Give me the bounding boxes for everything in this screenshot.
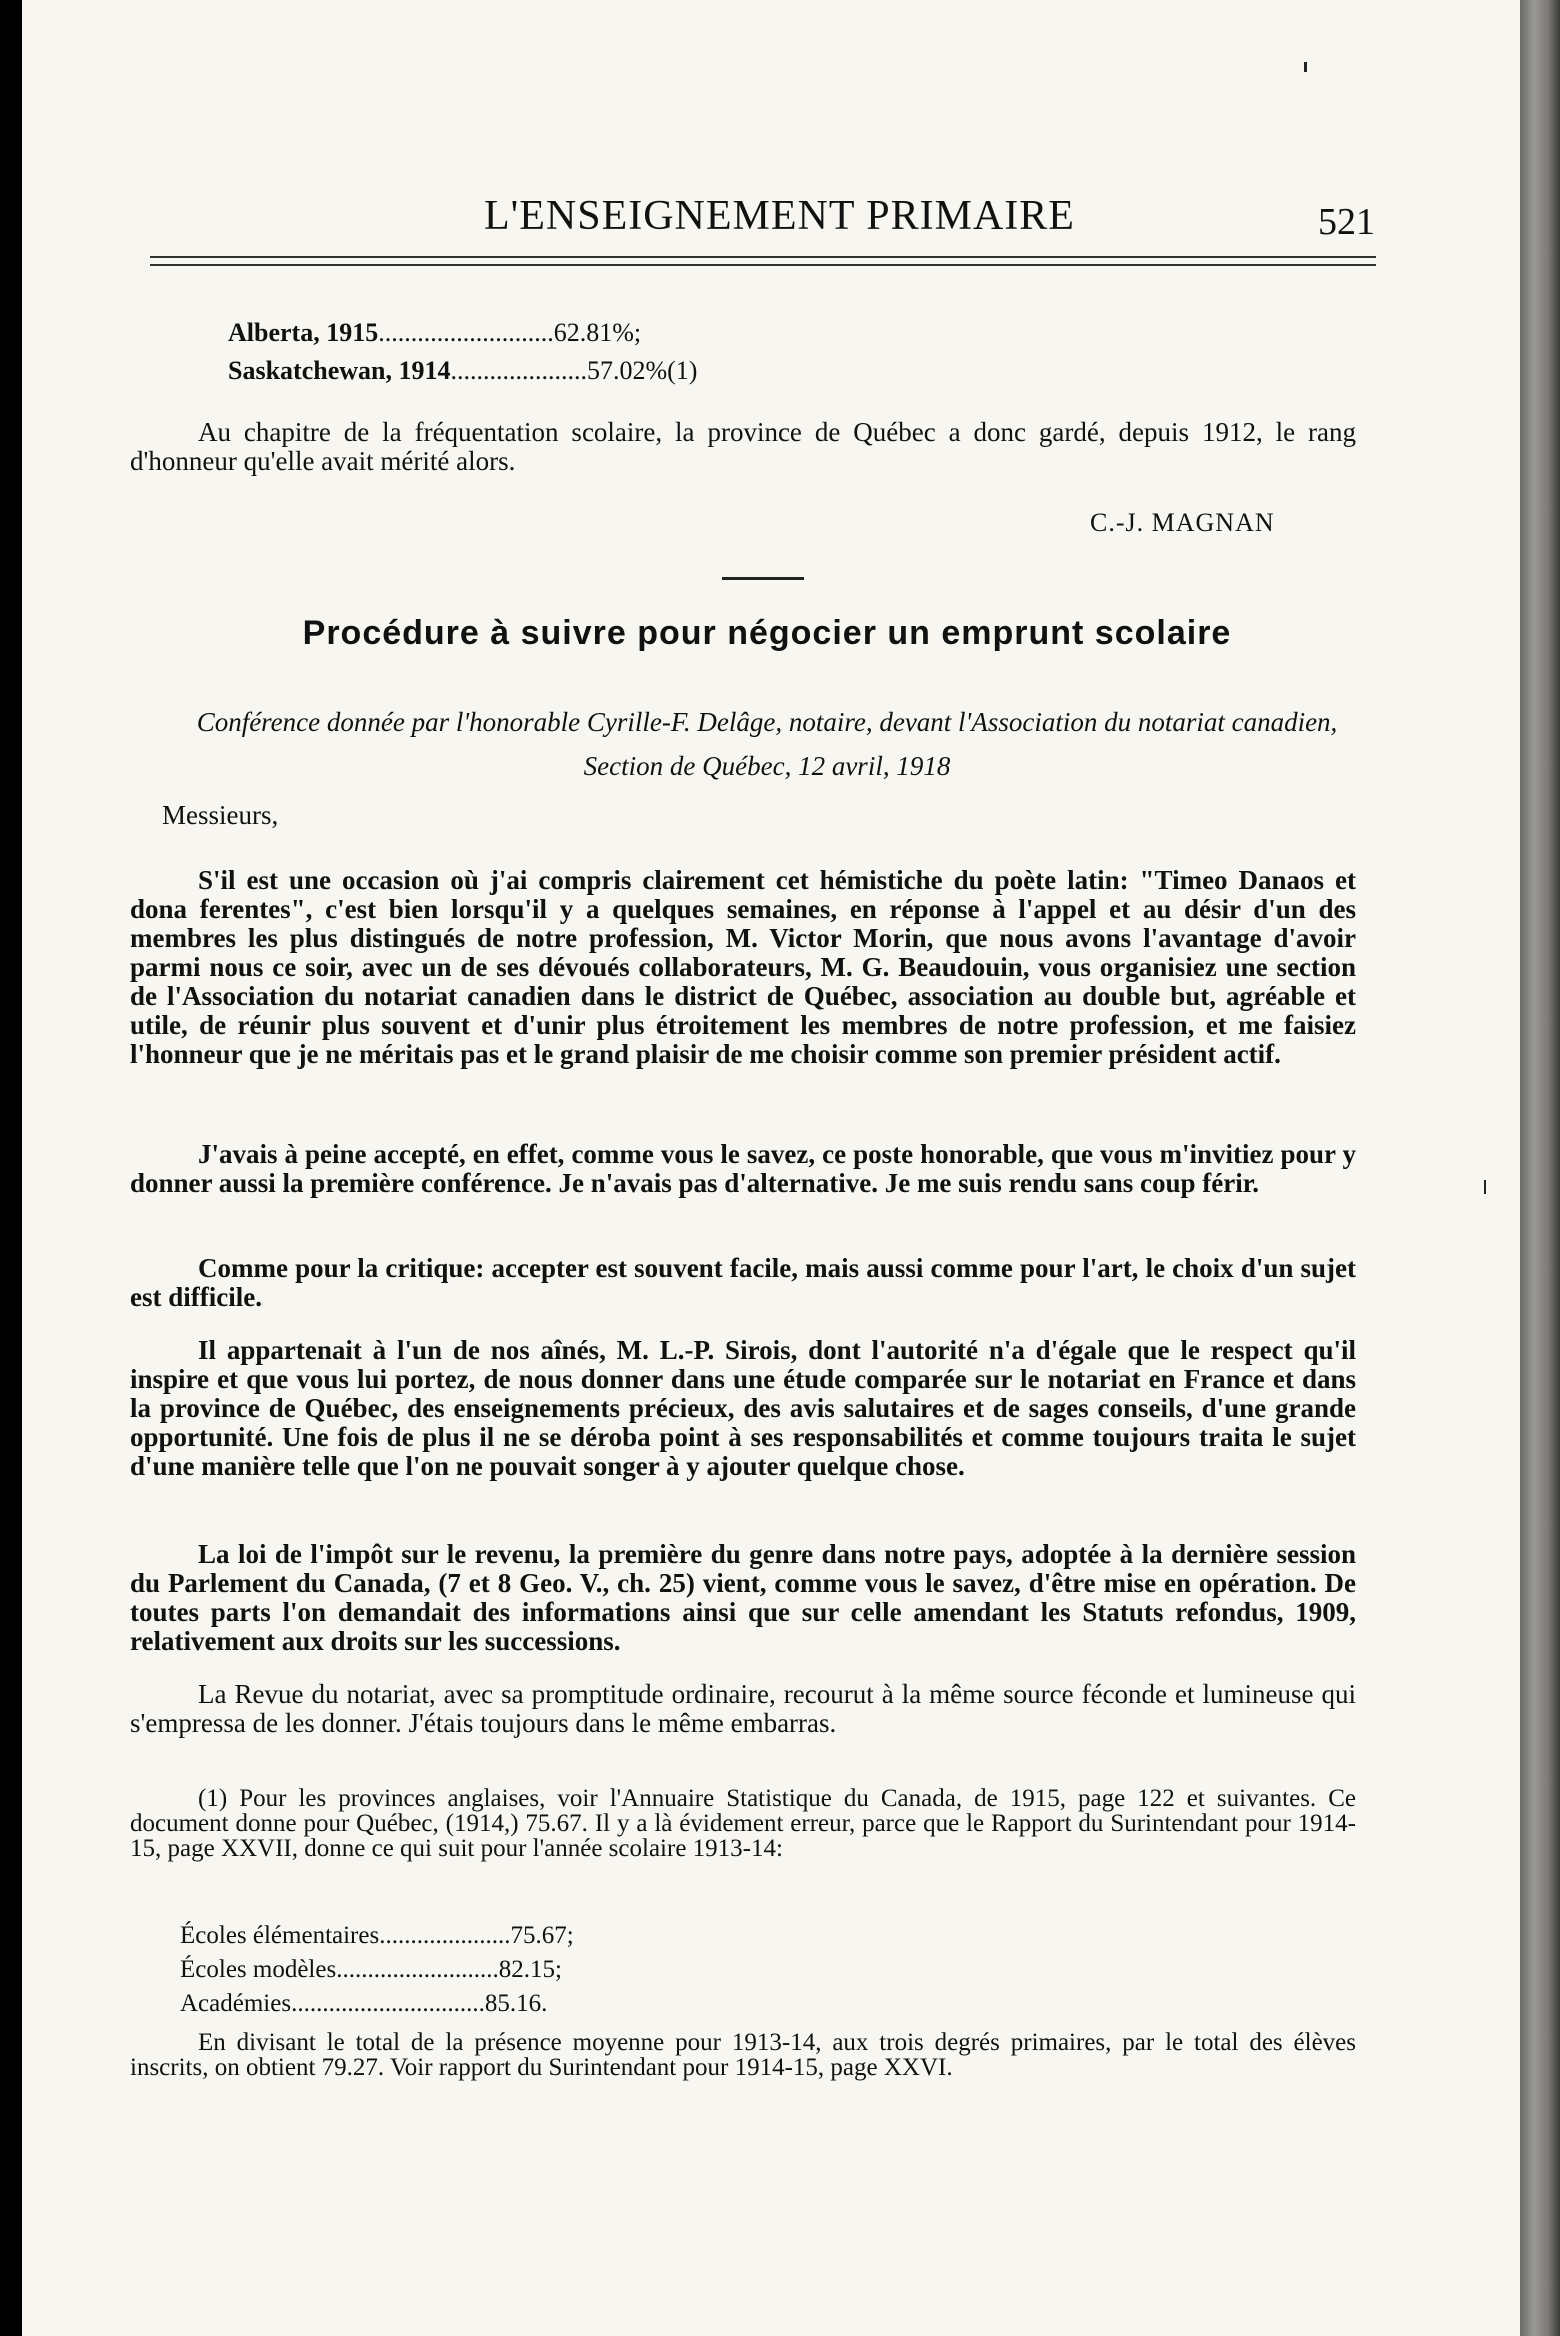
footnote-item-label: Académies [180, 1990, 292, 2017]
section-subtitle [152, 700, 1382, 788]
body-paragraph: La Revue du notariat, avec sa promptitude ordinaire, recourut à la même source féconde et lumineuse qui s'empressa de les donner. J'étais toujours dans le même embarras. [130, 1679, 1356, 1738]
footnote-item-label: Écoles élémentaires [180, 1922, 380, 1949]
footnote-closing: En divisant le total de la présence moyenne pour 1913-14, aux trois degrés primaires, par le total des élèves inscrits, on obtient 79.27. Voir rapport du Surintendant pour 1914-15, page XXVI. [130, 2029, 1356, 2081]
footnote-list-item [180, 1990, 547, 2018]
running-header-title: L'ENSEIGNEMENT PRIMAIRE [484, 193, 1075, 239]
body-paragraph: Comme pour la critique: accepter est souvent facile, mais aussi comme pour l'art, le choix d'un sujet est difficile. [130, 1253, 1356, 1312]
footnote-item-label: Écoles modèles [180, 1956, 337, 1983]
page-number: 521 [1318, 201, 1375, 243]
body-paragraph: S'il est une occasion où j'ai compris clairement cet hémistiche du poète latin: "Timeo Danaos et dona ferentes", c'est bien lorsqu'il y a quelques semaines, en réponse à l'appel et au désir d'un des membres les plus distingués de notre profession, M. Victor Morin, que nous avons l'avantage d'avoir parmi nous ce soir, avec un de ses dévoués collaborateurs, M. G. Beaudouin, vous organisiez une section de l'Association du notariat canadien dans le district de Québec, association au double but, agréable et utile, de réunir plus souvent et d'unir plus étroitement les membres de notre profession, et me faisiez l'honneur que je ne méritais pas et le grand plaisir de me choisir comme son premier président actif. [130, 865, 1356, 1069]
header-rule-top [150, 256, 1376, 258]
body-paragraph: La loi de l'impôt sur le revenu, la première du genre dans notre pays, adoptée à la dernière session du Parlement du Canada, (7 et 8 Geo. V., ch. 25) vient, comme vous le savez, d'être mise en opération. De toutes parts l'on demandait des informations ainsi que sur celle amendant les Statuts refondus, 1909, relativement aux droits sur les successions. [130, 1539, 1356, 1656]
section-title: Procédure à suivre pour négocier un emprunt scolaire [302, 614, 1232, 652]
footnote-leader-dots: ..................... [379, 1922, 511, 1949]
stat-leader-dots: ........................... [378, 318, 554, 347]
section-divider [722, 577, 804, 580]
stat-value: 62.81%; [553, 318, 642, 347]
scan-speck [1484, 1180, 1486, 1194]
footnote-text: (1) Pour les provinces anglaises, voir l'Annuaire Statistique du Canada, de 1915, page 122 et suivantes. Ce document donne pour Québec, (1914,) 75.67. Il y a là évidement erreur, parce que le Rapport du Surintendant pour 1914-15, page XXVII, donne ce qui suit pour l'année scolaire 1913-14: [130, 1785, 1356, 1862]
footnote-list-item [180, 1922, 574, 1950]
stat-label: Alberta, 1915 [228, 318, 379, 347]
scan-speck [1304, 62, 1307, 72]
footnote-leader-dots: ............................... [291, 1990, 485, 2017]
salutation: Messieurs, [162, 800, 279, 830]
footnote-leader-dots: .......................... [336, 1956, 499, 1983]
stat-leader-dots: ..................... [450, 356, 587, 385]
header-rule-bottom [150, 264, 1376, 266]
footnote-item-value: 85.16. [484, 1990, 548, 2017]
document-page [22, 0, 1520, 2336]
body-paragraph: J'avais à peine accepté, en effet, comme vous le savez, ce poste honorable, que vous m'invitiez pour y donner aussi la première conférence. Je n'avais pas d'alternative. Je me suis rendu sans coup férir. [130, 1139, 1356, 1198]
stat-line-saskatchewan [228, 356, 697, 386]
footnote-item-value: 75.67; [510, 1922, 574, 1949]
stat-value: 57.02%(1) [586, 356, 698, 385]
author-signature: C.-J. MAGNAN [1090, 508, 1275, 537]
page-stack-edge [1520, 0, 1560, 2336]
stat-label: Saskatchewan, 1914 [228, 356, 451, 385]
subtitle-line: Conférence donnée par l'honorable Cyrille-F. Delâge, notaire, devant l'Association du notariat canadien, [196, 707, 1338, 737]
footnote-list-item [180, 1956, 562, 1984]
intro-paragraph: Au chapitre de la fréquentation scolaire, la province de Québec a donc gardé, depuis 1912, le rang d'honneur qu'elle avait mérité alors. [130, 417, 1356, 476]
subtitle-line: Section de Québec, 12 avril, 1918 [583, 751, 951, 781]
footnote-item-value: 82.15; [498, 1956, 562, 1983]
stat-line-alberta [228, 318, 641, 348]
body-paragraph: Il appartenait à l'un de nos aînés, M. L.-P. Sirois, dont l'autorité n'a d'égale que le respect qu'il inspire et que vous lui portez, de nous donner dans une étude comparée sur le notariat en France et dans la province de Québec, des enseignements précieux, des avis salutaires et de sages conseils, d'une grande opportunité. Une fois de plus il ne se déroba point à ses responsabilités et comme toujours traita le sujet d'une manière telle que l'on ne pouvait songer à y ajouter quelque chose. [130, 1335, 1356, 1481]
